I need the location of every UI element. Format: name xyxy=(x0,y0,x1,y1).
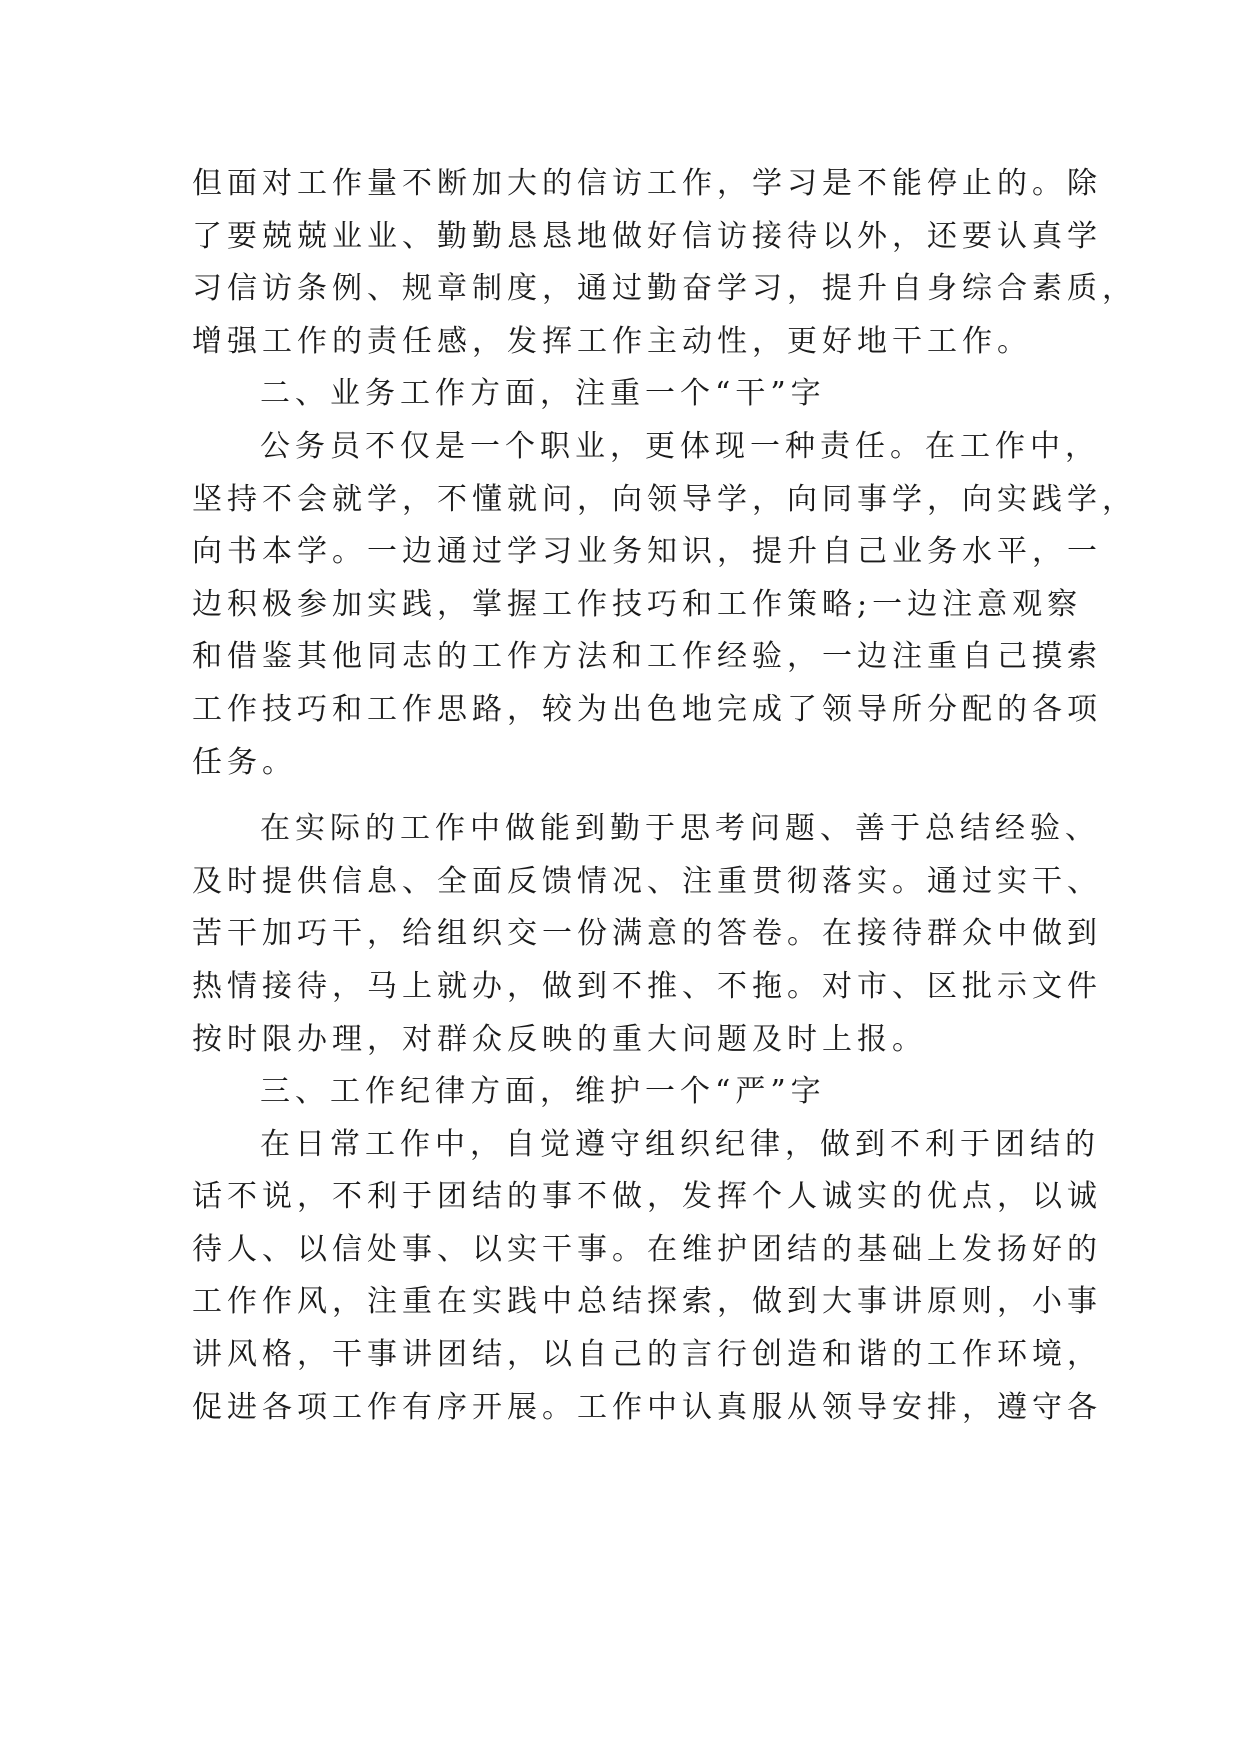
paragraph-line: 向书本学。一边通过学习业务知识，提升自己业务水平，一 xyxy=(192,534,1102,570)
paragraph-line: 热情接待，马上就办，做到不推、不拖。对市、区批示文件 xyxy=(192,968,1102,1004)
paragraph-line: 习信访条例、规章制度，通过勤奋学习，提升自身综合素质， xyxy=(192,271,1137,307)
paragraph-line: 按时限办理，对群众反映的重大问题及时上报。 xyxy=(192,1021,927,1057)
paragraph-line: 任务。 xyxy=(192,744,297,780)
paragraph-line: 讲风格，干事讲团结，以自己的言行创造和谐的工作环境， xyxy=(192,1337,1102,1373)
paragraph-line: 在日常工作中，自觉遵守组织纪律，做到不利于团结的 xyxy=(260,1126,1100,1162)
paragraph-line: 工作作风，注重在实践中总结探索，做到大事讲原则，小事 xyxy=(192,1284,1102,1320)
paragraph-line: 边积极参加实践，掌握工作技巧和工作策略;一边注意观察 xyxy=(192,586,1083,622)
paragraph-line: 和借鉴其他同志的工作方法和工作经验，一边注重自己摸索 xyxy=(192,639,1102,675)
paragraph-line: 待人、以信处事、以实干事。在维护团结的基础上发扬好的 xyxy=(192,1231,1102,1267)
paragraph-line: 话不说，不利于团结的事不做，发挥个人诚实的优点，以诚 xyxy=(192,1179,1102,1215)
section-heading-business: 二、业务工作方面，注重一个“干”字 xyxy=(260,376,826,412)
paragraph-line: 坚持不会就学，不懂就问，向领导学，向同事学，向实践学， xyxy=(192,481,1137,517)
paragraph-line: 促进各项工作有序开展。工作中认真服从领导安排，遵守各 xyxy=(192,1389,1102,1425)
document-body xyxy=(192,158,1137,1434)
paragraph-line: 苦干加巧干，给组织交一份满意的答卷。在接待群众中做到 xyxy=(192,916,1102,952)
paragraph-line: 及时提供信息、全面反馈情况、注重贯彻落实。通过实干、 xyxy=(192,863,1102,899)
paragraph-line: 了要兢兢业业、勤勤恳恳地做好信访接待以外，还要认真学 xyxy=(192,218,1102,254)
paragraph-line: 工作技巧和工作思路，较为出色地完成了领导所分配的各项 xyxy=(192,691,1102,727)
section-heading-discipline: 三、工作纪律方面，维护一个“严”字 xyxy=(260,1074,826,1110)
paragraph-line: 公务员不仅是一个职业，更体现一种责任。在工作中， xyxy=(260,428,1100,464)
paragraph-line: 在实际的工作中做能到勤于思考问题、善于总结经验、 xyxy=(260,811,1100,847)
paragraph-gap xyxy=(192,789,1054,803)
paragraph-line: 增强工作的责任感，发挥工作主动性，更好地干工作。 xyxy=(192,323,1032,359)
paragraph-line: 但面对工作量不断加大的信访工作，学习是不能停止的。除 xyxy=(192,166,1102,201)
